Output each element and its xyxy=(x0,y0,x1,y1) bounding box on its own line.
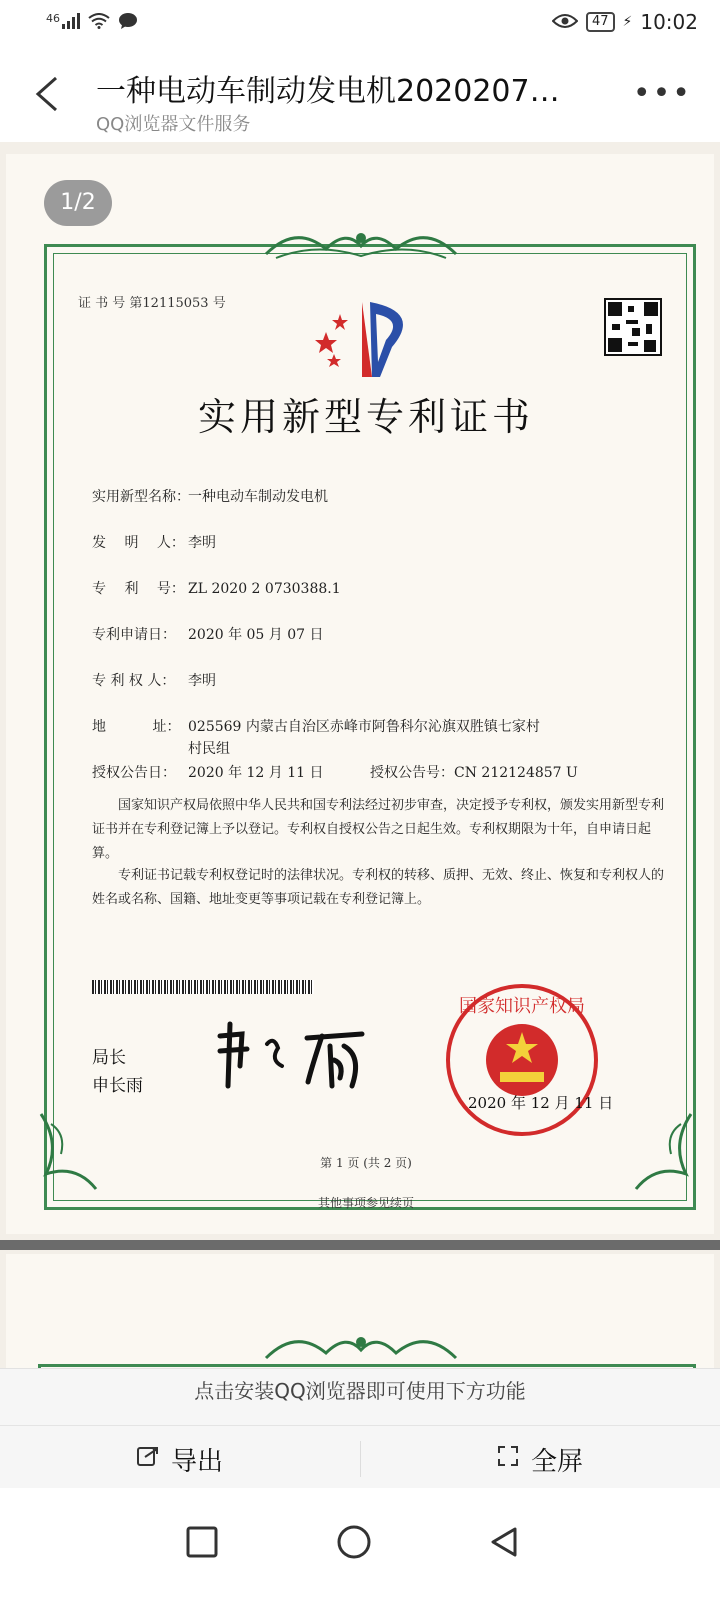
field-grant-date-label: 授权公告日： xyxy=(92,765,176,781)
status-left xyxy=(46,12,138,34)
signature-icon xyxy=(212,1016,382,1096)
ornament-bottom-left-icon xyxy=(36,1104,126,1194)
bottom-panel xyxy=(0,1368,720,1489)
field-owner xyxy=(92,670,216,690)
export-label: 导出 xyxy=(170,1446,223,1477)
page-title: 一种电动车制动发电机2020207… xyxy=(96,74,560,109)
field-inventor-value: 李明 xyxy=(188,535,216,551)
install-tip[interactable]: 点击安装QQ浏览器即可使用下方功能 xyxy=(194,1379,526,1403)
seal-text: 国家知识产权局 xyxy=(459,996,585,1017)
document-page-1 xyxy=(6,154,714,1234)
continued-note: 其他事项参见续页 xyxy=(317,1196,414,1210)
fullscreen-icon xyxy=(497,1444,519,1474)
field-owner-label: 专 利 权 人： xyxy=(92,673,176,689)
eye-icon xyxy=(552,10,578,34)
ornament-top-page2-icon xyxy=(256,1328,466,1368)
app-bar xyxy=(0,50,720,142)
export-icon xyxy=(137,1444,159,1474)
qr-code xyxy=(604,298,662,356)
battery-icon: 47 xyxy=(586,12,615,32)
page-indicator: 1/2 xyxy=(44,180,112,226)
ornament-bottom-right-icon xyxy=(606,1104,696,1194)
system-nav-bar xyxy=(0,1488,720,1600)
seal-date: 2020 年 12 月 11 日 xyxy=(468,1094,614,1112)
field-address-value-1: 025569 内蒙古自治区赤峰市阿鲁科尔沁旗双胜镇七家村 xyxy=(188,719,540,735)
barcode xyxy=(92,980,314,994)
certificate-number: 证 书 号 第12115053 号 xyxy=(78,296,226,311)
fullscreen-button[interactable] xyxy=(360,1431,720,1487)
field-grant-no-label: 授权公告号： xyxy=(370,765,454,781)
certificate-paragraph-2: 专利证书记载专利权登记时的法律状况。专利权的转移、质押、无效、终止、恢复和专利权人的姓名或名称、国籍、地址变更等事项记载在专利登记簿上。 xyxy=(92,868,665,907)
signal-icon xyxy=(62,13,80,33)
field-inventor-label: 发 明 人： xyxy=(92,535,185,551)
field-filing-date-label: 专利申请日： xyxy=(92,627,176,643)
certificate-title: 实用新型专利证书 xyxy=(197,395,534,439)
page-number: 第 1 页 (共 2 页) xyxy=(320,1156,412,1170)
status-right xyxy=(552,10,698,34)
field-address-value-2: 村民组 xyxy=(188,741,230,757)
wifi-icon xyxy=(88,13,110,33)
field-grant-date-value: 2020 年 12 月 11 日 xyxy=(188,765,324,781)
director-block xyxy=(92,1044,143,1100)
field-name-label: 实用新型名称： xyxy=(92,489,190,505)
more-options-icon[interactable]: ••• xyxy=(632,76,692,111)
field-grant-no xyxy=(370,762,578,782)
network-type: 46 xyxy=(46,11,60,25)
page-separator xyxy=(0,1240,720,1250)
recents-icon[interactable] xyxy=(178,1518,226,1566)
field-patent-no xyxy=(92,578,341,598)
field-address xyxy=(92,716,540,736)
fullscreen-label: 全屏 xyxy=(530,1446,583,1477)
field-patent-no-value: ZL 2020 2 0730388.1 xyxy=(188,581,341,597)
charging-icon: ⚡ xyxy=(622,14,633,30)
cnipa-logo-icon xyxy=(312,292,432,382)
message-icon xyxy=(118,12,138,34)
back-icon[interactable] xyxy=(32,72,72,122)
field-owner-value: 李明 xyxy=(188,673,216,689)
status-bar xyxy=(0,0,720,50)
field-inventor xyxy=(92,532,216,552)
field-grant-date xyxy=(92,762,324,782)
home-icon[interactable] xyxy=(330,1518,378,1566)
clock: 10:02 xyxy=(640,10,698,34)
export-button[interactable] xyxy=(0,1431,360,1487)
field-address-line2 xyxy=(188,738,230,758)
director-title: 局长 xyxy=(92,1048,126,1068)
field-grant-no-value: CN 212124857 U xyxy=(454,765,578,781)
field-name xyxy=(92,486,328,506)
page-subtitle: QQ浏览器文件服务 xyxy=(96,114,251,135)
field-address-label: 地 址： xyxy=(92,719,181,735)
back-nav-icon[interactable] xyxy=(480,1518,528,1566)
official-seal-icon xyxy=(442,980,602,1140)
field-filing-date-value: 2020 年 05 月 07 日 xyxy=(188,627,324,643)
ornament-top-icon xyxy=(256,224,466,264)
director-name: 申长雨 xyxy=(92,1076,143,1096)
field-filing-date xyxy=(92,624,324,644)
certificate-paragraph-1: 国家知识产权局依照中华人民共和国专利法经过初步审查，决定授予专利权，颁发实用新型专利证书并在专利登记簿上予以登记。专利权自授权公告之日起生效。专利权期限为十年，自申请日起算。 xyxy=(92,798,665,861)
field-name-value: 一种电动车制动发电机 xyxy=(188,489,328,505)
field-patent-no-label: 专 利 号： xyxy=(92,581,185,597)
document-viewer[interactable] xyxy=(0,142,720,1400)
